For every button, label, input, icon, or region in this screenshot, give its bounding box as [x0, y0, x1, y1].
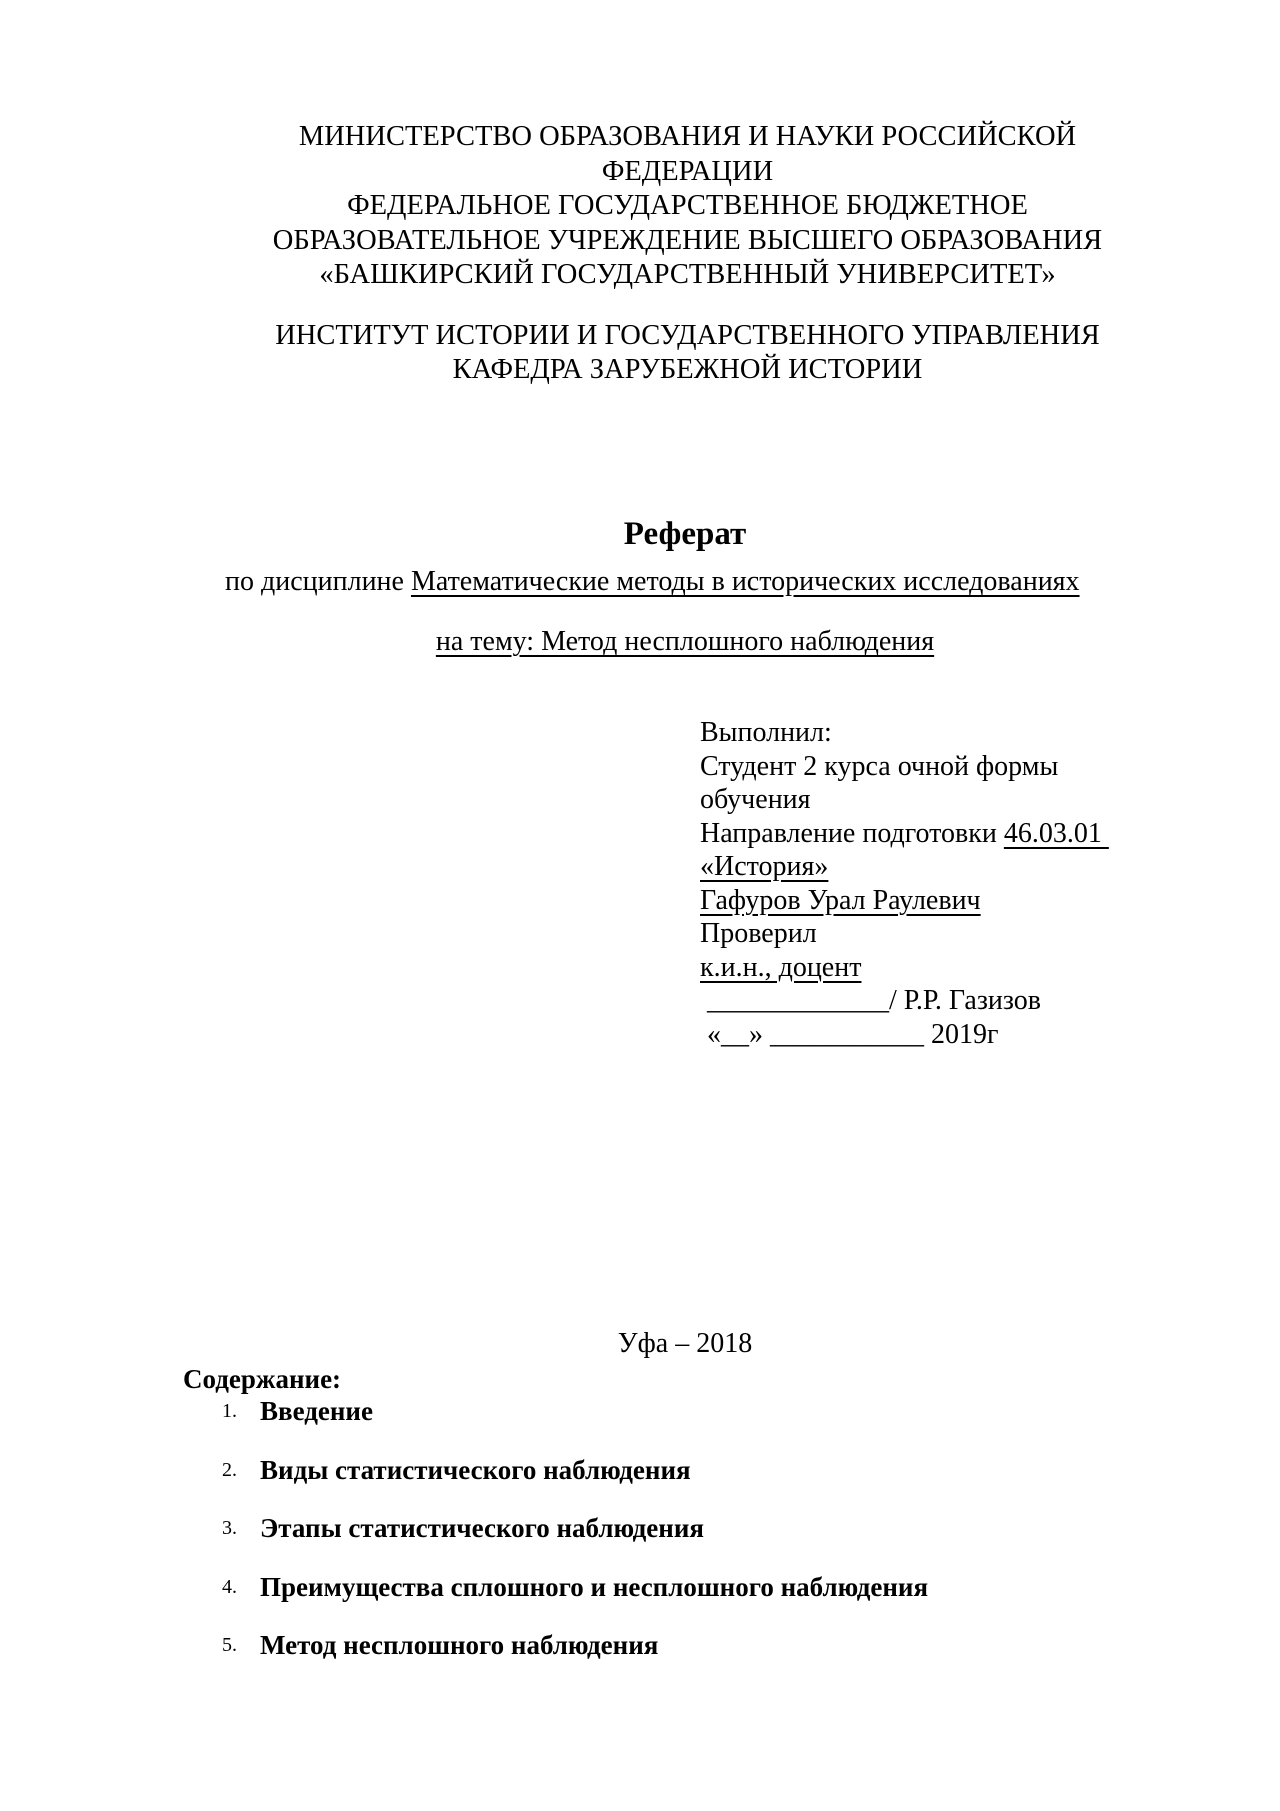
institution-line-2: ОБРАЗОВАТЕЛЬНОЕ УЧРЕЖДЕНИЕ ВЫСШЕГО ОБРАЗОВАНИЯ: [272, 224, 1103, 256]
institute-name: ИНСТИТУТ ИСТОРИИ И ГОСУДАРСТВЕННОГО УПРАВЛЕНИЯ: [275, 319, 1100, 351]
toc-item: [200, 1630, 1100, 1689]
toc-item: [200, 1513, 1100, 1572]
direction-name: «История»: [700, 851, 829, 882]
toc-item-number: 1.: [222, 1400, 237, 1422]
toc-title: Содержание:: [183, 1364, 342, 1394]
performer-block: [700, 716, 1170, 1051]
checker-title: к.и.н., доцент: [700, 951, 862, 983]
student-line-1: Студент 2 курса очной формы: [700, 750, 1059, 782]
discipline-prefix: по дисциплине: [225, 566, 411, 597]
title-page-header: [150, 120, 1225, 388]
discipline-name: Математические методы в исторических исследованиях: [410, 566, 1080, 597]
toc-item-label: Этапы статистического наблюдения: [260, 1513, 704, 1543]
toc-item-number: 5.: [222, 1634, 237, 1656]
student-name: Гафуров Урал Раулевич: [700, 884, 981, 916]
ministry-line-1: МИНИСТЕРСТВО ОБРАЗОВАНИЯ И НАУКИ РОССИЙСКОЙ: [298, 121, 1077, 152]
performer-label: Выполнил:: [700, 717, 832, 748]
direction-code: 46.03.01: [1003, 817, 1109, 849]
toc-item-number: 4.: [222, 1575, 237, 1598]
student-line-2: обучения: [700, 784, 811, 815]
toc-item-number: 2.: [222, 1458, 237, 1481]
discipline-line: [225, 566, 1080, 598]
institution-line-1: ФЕДЕРАЛЬНОЕ ГОСУДАРСТВЕННОЕ БЮДЖЕТНОЕ: [347, 190, 1028, 221]
signature-line: _____________/ Р.Р. Газизов: [700, 985, 1042, 1016]
direction-line: [700, 817, 1170, 851]
toc-item: [200, 1396, 1100, 1455]
toc-item-label: Виды статистического наблюдения: [260, 1454, 691, 1485]
header-gap: [150, 293, 1225, 319]
document-title: Реферат: [623, 516, 747, 552]
toc-item: [200, 1572, 1100, 1631]
direction-name-line: [700, 850, 1170, 884]
city-year: Уфа – 2018: [617, 1328, 753, 1359]
toc-item-label: Метод несплошного наблюдения: [260, 1630, 659, 1660]
checked-label: Проверил: [700, 918, 817, 949]
topic-line: [0, 626, 1280, 658]
toc-item-label: Преимущества сплошного и несплошного наблюдения: [260, 1571, 929, 1602]
toc-item-number: 3.: [222, 1517, 237, 1539]
topic-text: на тему: Метод несплошного наблюдения: [435, 626, 935, 657]
student-name-line: [700, 884, 1170, 918]
toc-item-label: Введение: [260, 1396, 373, 1426]
direction-label: Направление подготовки: [700, 817, 1004, 849]
department-name: КАФЕДРА ЗАРУБЕЖНОЙ ИСТОРИИ: [452, 354, 923, 385]
date-line: «__» ___________ 2019г: [700, 1018, 999, 1050]
table-of-contents: [200, 1396, 1100, 1689]
checker-title-line: [700, 951, 1170, 985]
ministry-line-2: ФЕДЕРАЦИИ: [601, 155, 774, 187]
university-name: «БАШКИРСКИЙ ГОСУДАРСТВЕННЫЙ УНИВЕРСИТЕТ»: [319, 259, 1056, 290]
toc-item: [200, 1455, 1100, 1514]
